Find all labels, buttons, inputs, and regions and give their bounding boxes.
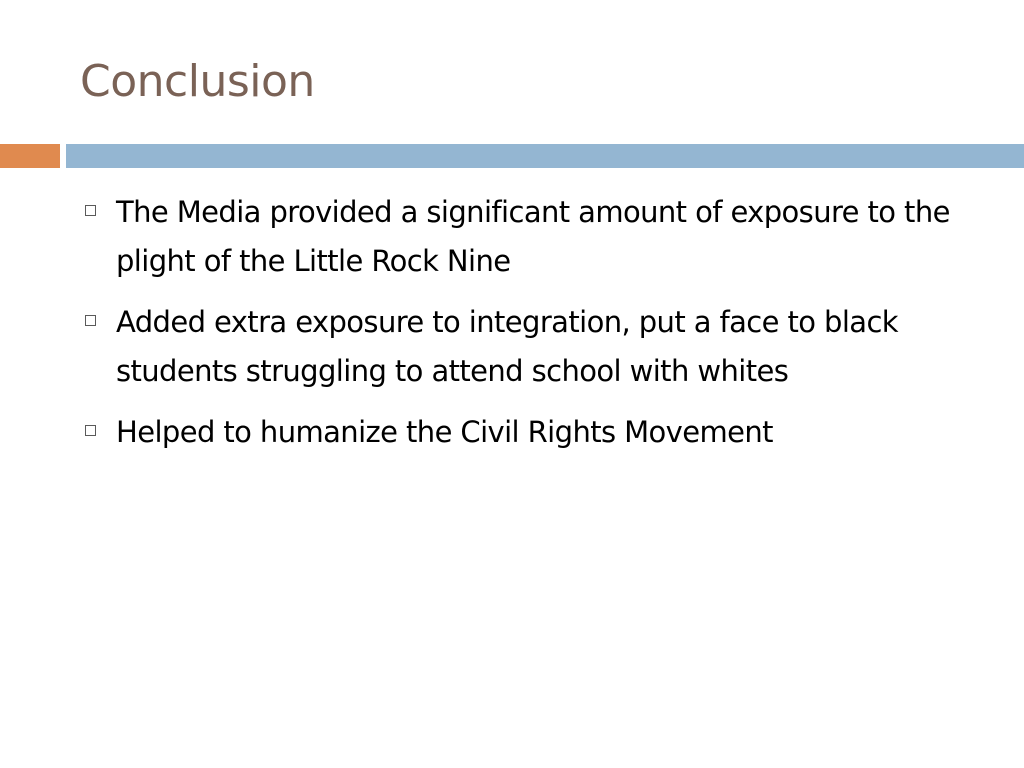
hollow-square-icon [85, 205, 96, 216]
accent-bar-blue [66, 144, 1024, 168]
bullet-item [80, 408, 980, 457]
hollow-square-icon [85, 425, 96, 436]
bullet-item [80, 188, 980, 286]
hollow-square-icon [85, 315, 96, 326]
accent-bar-orange [0, 144, 60, 168]
slide-title: Conclusion [80, 56, 315, 107]
bullet-list [80, 188, 980, 469]
bullet-item [80, 298, 980, 396]
bullet-text: The Media provided a significant amount of exposure to the plight of the Little Rock Nine [116, 195, 950, 278]
bullet-text: Helped to humanize the Civil Rights Movement [116, 415, 773, 449]
bullet-text: Added extra exposure to integration, put a face to black students struggling to attend school with whites [116, 305, 898, 388]
